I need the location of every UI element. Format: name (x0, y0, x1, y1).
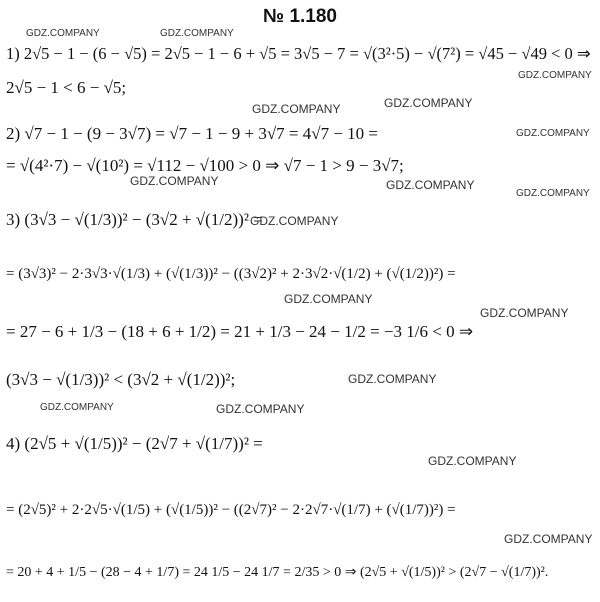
solution-3-line-4: (3√3 − √(1/3))² < (3√2 + √(1/2))²; (6, 370, 236, 389)
solution-1-line-1: 1) 2√5 − 1 − (6 − √5) = 2√5 − 1 − 6 + √5 = 3√5 − 7 = √(3²·5) − √(7²) = √45 − √49 < 0 ⇒ (6, 44, 591, 63)
watermark: GDZ.COMPANY (504, 532, 593, 546)
solution-2-line-2: = √(4²·7) − √(10²) = √112 − √100 > 0 ⇒ √7 − 1 > 9 − 3√7; (6, 156, 404, 175)
watermark: GDZ.COMPANY (428, 454, 517, 468)
watermark: GDZ.COMPANY (516, 188, 590, 199)
watermark: GDZ.COMPANY (480, 306, 569, 320)
watermark: GDZ.COMPANY (130, 174, 219, 188)
watermark: GDZ.COMPANY (160, 28, 234, 39)
solution-4-line-3: = 20 + 4 + 1/5 − (28 − 4 + 1/7) = 24 1/5 − 24 1/7 = 2/35 > 0 ⇒ (2√5 + √(1/5))² > (2√7 − √(1/7))². (6, 565, 549, 580)
watermark: GDZ.COMPANY (250, 214, 339, 228)
solution-3-line-3: = 27 − 6 + 1/3 − (18 + 6 + 1/2) = 21 + 1/3 − 24 − 1/2 = −3 1/6 < 0 ⇒ (6, 322, 474, 341)
watermark: GDZ.COMPANY (252, 102, 341, 116)
solution-4-line-1: 4) (2√5 + √(1/5))² − (2√7 + √(1/7))² = (6, 434, 263, 453)
watermark: GDZ.COMPANY (348, 372, 437, 386)
watermark: GDZ.COMPANY (516, 128, 590, 139)
watermark: GDZ.COMPANY (518, 70, 592, 81)
watermark: GDZ.COMPANY (386, 178, 475, 192)
solution-4-line-2: = (2√5)² + 2·2√5·√(1/5) + (√(1/5))² − ((2√7)² − 2·2√7·√(1/7) + (√(1/7))²) = (6, 502, 456, 518)
solution-2-line-1: 2) √7 − 1 − (9 − 3√7) = √7 − 1 − 9 + 3√7 = 4√7 − 10 = (6, 124, 379, 143)
solution-3-line-2: = (3√3)² − 2·3√3·√(1/3) + (√(1/3))² − ((3√2)² + 2·3√2·√(1/2) + (√(1/2))²) = (6, 266, 456, 282)
watermark: GDZ.COMPANY (216, 402, 305, 416)
watermark: GDZ.COMPANY (284, 292, 373, 306)
watermark: GDZ.COMPANY (26, 28, 100, 39)
solution-1-line-2: 2√5 − 1 < 6 − √5; (6, 78, 127, 97)
exercise-title: № 1.180 (262, 6, 337, 27)
watermark: GDZ.COMPANY (40, 402, 114, 413)
watermark: GDZ.COMPANY (384, 96, 473, 110)
solution-3-line-1: 3) (3√3 − √(1/3))² − (3√2 + √(1/2))² = (6, 210, 263, 229)
